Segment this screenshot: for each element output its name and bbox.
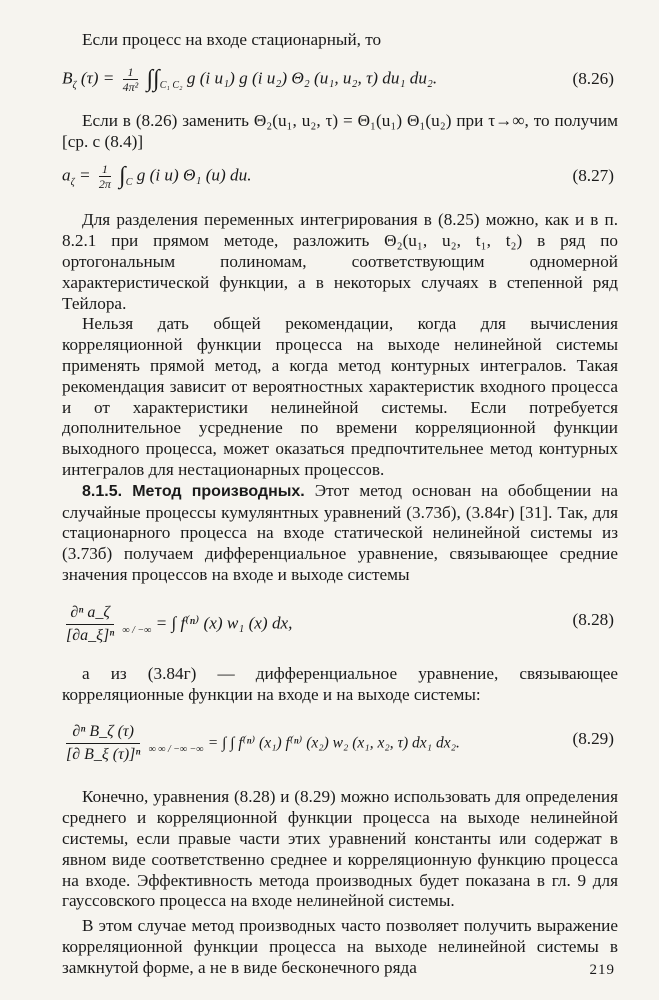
eq828-frac-den: [∂a_ξ]ⁿ xyxy=(66,626,115,644)
eq826-body-text: g (i u₁) g (i u₂) Θ₂ (u₁, u₂, τ) du₁ du₂. xyxy=(186,68,438,88)
paragraph-5 xyxy=(62,481,618,586)
eq826-lhs-sub: ζ xyxy=(72,79,77,91)
eq826-lhs: B xyxy=(62,68,73,88)
equation-8-28-body xyxy=(62,602,292,647)
eq826-fraction xyxy=(123,65,139,94)
eq829-rhs: = ∫ ∫ f⁽ⁿ⁾ (x₁) f⁽ⁿ⁾ (x₂) w₂ (x₁, x₂, τ) dx₁ dx₂. xyxy=(207,734,460,752)
page-content xyxy=(62,30,618,979)
equation-number-8-27: (8.27) xyxy=(572,166,614,186)
equation-8-27-body xyxy=(62,162,252,191)
equation-8-28 xyxy=(62,596,618,652)
integral-sign: ∫∫ xyxy=(146,65,160,92)
eq826-int-limits: C₁ C₂ xyxy=(159,79,183,91)
equation-number-8-29: (8.29) xyxy=(572,729,614,749)
paragraph-4: Нельзя дать общей рекомендации, когда для вычисления корреляционной функции процесса на выходе нелинейной системы применять прямой метод, а когда метод контурных интегралов. Такая рекомендация зависит от вероятностных характеристик входного процесса и от характеристики нелинейной системы. Если потребуется дополнительное усреднение по времени корреляционной функции выходного процесса, может оказаться предпочтительнее метод контурных интегралов для нестационарных процессов. xyxy=(62,314,618,479)
paragraph-8: В этом случае метод производных часто позволяет получить выражение корреляционной функции процесса на выходе нелинейной системы в замкнутой форме, а не в виде бесконечного ряда xyxy=(62,916,618,977)
section-heading: 8.1.5. Метод производных. xyxy=(82,482,305,500)
eq828-int-limits: ∞ / −∞ xyxy=(122,624,152,636)
paragraph-1: Если процесс на входе стационарный, то xyxy=(82,30,382,49)
equation-8-26-body xyxy=(62,65,437,94)
page-number: 219 xyxy=(589,962,615,978)
paragraph-3: Для разделения переменных интегрирования в (8.25) можно, как и в п. 8.2.1 при прямом методе, разложить Θ₂(u₁, u₂, t₁, t₂) в ряд по ортогональным полиномам, соответствующим одномерной характеристической функции, а в некоторых случаях в степенной ряд Тейлора. xyxy=(62,210,618,313)
paragraph-7: Конечно, уравнения (8.28) и (8.29) можно использовать для определения среднего и корреляционной функции процесса на выходе нелинейной системы, если правые части этих уравнений константы или содержат в явном виде соответственно среднее и корреляционную функцию процесса на входе. Эффективность метода производных будет показана в гл. 9 для гауссовского процесса на входе нелинейной системы. xyxy=(62,787,618,911)
paragraph-2: Если в (8.26) заменить Θ₂(u₁, u₂, τ) = Θ₁(u₁) Θ₁(u₂) при τ→∞, то получим [ср. с (8.4)] xyxy=(62,110,618,151)
eq827-fraction xyxy=(99,162,111,191)
equation-number-8-26: (8.26) xyxy=(572,68,614,88)
eq829-fraction xyxy=(66,721,140,766)
eq827-lhs-sub: ζ xyxy=(70,177,75,189)
eq826-lhs-arg: (τ) = xyxy=(80,68,115,88)
equation-8-26 xyxy=(62,59,618,105)
eq827-int-limits: C xyxy=(125,177,133,189)
eq826-frac-num: 1 xyxy=(123,65,139,80)
equation-8-29-body xyxy=(62,721,460,766)
eq828-frac-num: ∂ⁿ a_ζ xyxy=(66,602,114,625)
eq827-frac-num: 1 xyxy=(99,162,111,177)
eq829-frac-den: [∂ B_ξ (τ)]ⁿ xyxy=(66,746,141,764)
eq828-fraction xyxy=(66,602,114,647)
eq827-lhs-arg: = xyxy=(78,165,91,185)
eq826-frac-den: 4π² xyxy=(122,79,139,94)
equation-number-8-28: (8.28) xyxy=(572,609,614,629)
paragraph-6: а из (3.84г) — дифференциальное уравнение, связывающее корреляционные функции на входе и на выходе системы: xyxy=(62,663,618,704)
eq828-rhs: = ∫ f⁽ⁿ⁾ (x) w₁ (x) dx, xyxy=(155,613,293,633)
equation-8-29 xyxy=(62,715,618,773)
eq829-int-limits: ∞ ∞ / −∞ −∞ xyxy=(148,744,204,756)
eq829-frac-num: ∂ⁿ B_ζ (τ) xyxy=(66,721,140,744)
integral-sign: ∫ xyxy=(119,163,126,190)
eq827-body-text: g (i u) Θ₁ (u) du. xyxy=(136,165,252,185)
paragraph-5-text: Этот метод основан на обобщении на случайные процессы кумулянтных уравнений (3.73б), (3.84г) [31]. Так, для стационарного процесса на входе статической нелинейной системы из (3.73б) получаем дифференциальное уравнение, связывающее средние значения процессов на входе и выходе системы xyxy=(62,480,619,584)
eq827-frac-den: 2π xyxy=(98,177,111,192)
eq827-lhs: a xyxy=(62,165,71,185)
equation-8-27 xyxy=(62,156,618,202)
